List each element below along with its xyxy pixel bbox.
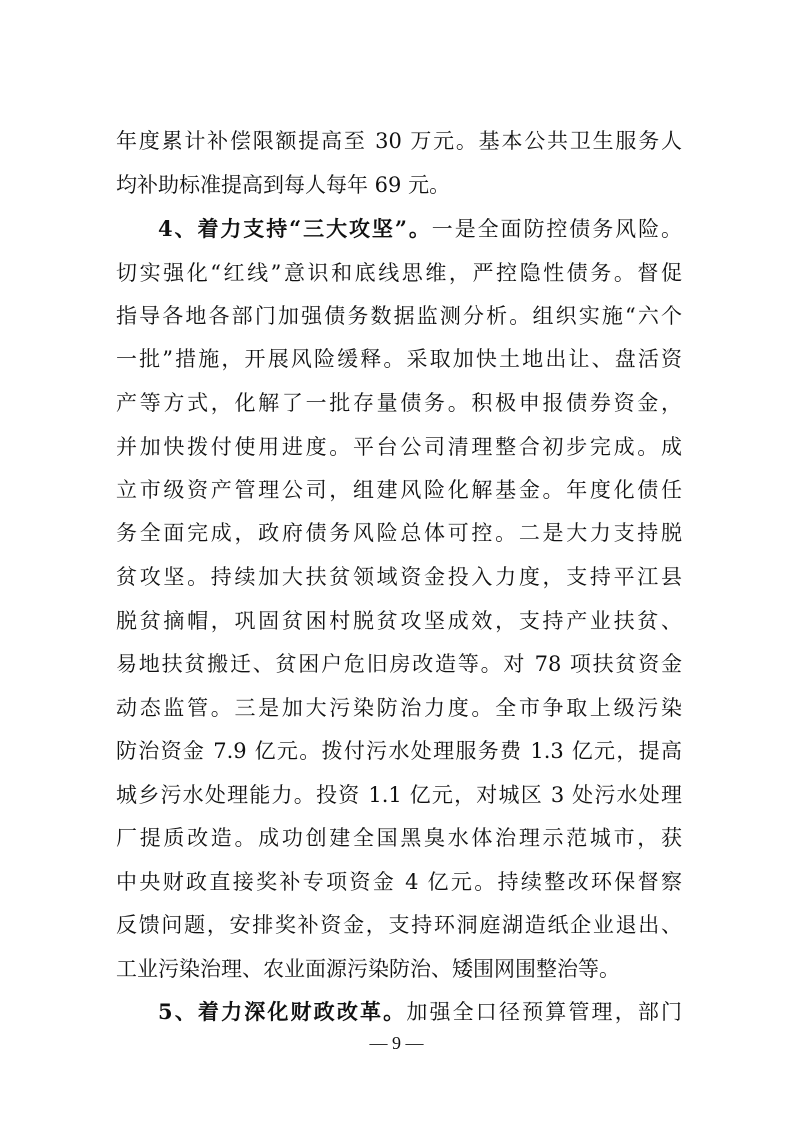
body-text-line-5: 指导各地各部门加强债务数据监测分析。组织实施“六个 [116,304,682,328]
body-text-line-1: 年度累计补偿限额提高至 30 万元。基本公共卫生服务人 [116,129,682,153]
page-number: — 9 — [369,1033,424,1053]
body-text-line-8: 并加快拨付使用进度。平台公司清理整合初步完成。成 [116,435,682,459]
body-text-line-17: 厂提质改造。成功创建全国黑臭水体治理示范城市，获 [116,826,682,850]
body-text-line-10: 务全面完成，政府债务风险总体可控。二是大力支持脱 [116,521,682,545]
body-text-line-2: 均补助标准提高到每人每年 69 元。 [116,173,451,197]
body-text-line-11: 贫攻坚。持续加大扶贫领域资金投入力度，支持平江县 [116,565,682,589]
body-text-line-13: 易地扶贫搬迁、贫困户危旧房改造等。对 78 项扶贫资金 [116,652,682,676]
section-4-heading: 4、着力支持“三大攻坚”。 [158,216,432,241]
body-text-line-4: 切实强化“红线”意识和底线思维，严控隐性债务。督促 [116,261,682,285]
body-text-line-7: 产等方式，化解了一批存量债务。积极申报债券资金， [116,391,682,415]
section-4-heading-line: 4、着力支持“三大攻坚”。一是全面防控债务风险。 [158,216,682,241]
body-text-line-19: 反馈问题，安排奖补资金，支持环洞庭湖造纸企业退出、 [116,913,682,937]
body-text-line-6: 一批”措施，开展风险缓释。采取加快土地出让、盘活资 [116,347,682,371]
body-text-line-16: 城乡污水处理能力。投资 1.1 亿元，对城区 3 处污水处理 [116,783,682,807]
section-5-heading: 5、着力深化财政改革。 [158,999,407,1024]
section-5-heading-line: 5、着力深化财政改革。加强全口径预算管理，部门 [158,999,682,1024]
body-text-line-18: 中央财政直接奖补专项资金 4 亿元。持续整改环保督察 [116,870,682,894]
body-text-line-15: 防治资金 7.9 亿元。拨付污水处理服务费 1.3 亿元，提高 [116,739,682,763]
body-text-line-20: 工业污染治理、农业面源污染防治、矮围网围整治等。 [116,957,620,981]
body-text-line-14: 动态监管。三是加大污染防治力度。全市争取上级污染 [116,696,682,720]
body-text-line-12: 脱贫摘帽，巩固贫困村脱贫攻坚成效，支持产业扶贫、 [116,609,682,633]
body-text-line-9: 立市级资产管理公司，组建风险化解基金。年度化债任 [116,478,682,502]
